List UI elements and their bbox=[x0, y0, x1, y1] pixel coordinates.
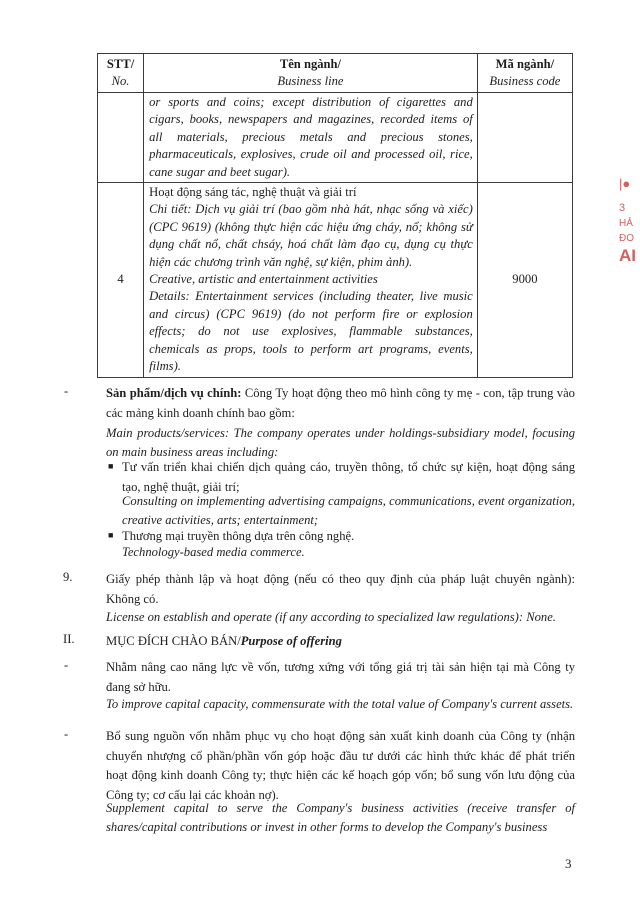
section-2-title-vi: MỤC ĐÍCH CHÀO BÁN/ bbox=[106, 634, 241, 648]
row-4-business-line bbox=[144, 183, 478, 377]
section-2-title-en: Purpose of offering bbox=[240, 634, 342, 648]
products-label: Sản phẩm/dịch vụ chính: bbox=[106, 386, 242, 400]
row-4-vi-detail: (CPC 9619) (không thực hiện các hiệu ứng cháy, nổ; không sử bbox=[149, 219, 473, 234]
item-9-vi: Giấy phép thành lập và hoạt động (nếu có theo quy định của pháp luật chuyên ngành): Không có. bbox=[106, 572, 575, 606]
stamp-fragment: 3 bbox=[619, 202, 626, 214]
stamp-fragment: |● bbox=[619, 176, 631, 191]
continued-row-text bbox=[144, 93, 478, 183]
header-business-code-vi: Mã ngành/ bbox=[495, 57, 555, 71]
row-4-code: 9000 bbox=[477, 183, 572, 377]
section-2-number: II. bbox=[63, 632, 75, 646]
bullet-2-vi: Thương mại truyền thông dựa trên công nghệ. bbox=[122, 529, 355, 543]
bullet-1-en: Consulting on implementing advertising campaigns, communications, event organization, creative activities, arts; entertainment; bbox=[122, 494, 575, 527]
item-9-number: 9. bbox=[63, 570, 73, 584]
header-no-vi: STT/ bbox=[106, 57, 135, 71]
purpose-1-vi: Nhằm nâng cao năng lực về vốn, tương xứng với tổng giá trị tài sản hiện tại mà Công ty đang sở hữu. bbox=[106, 660, 575, 694]
continued-line: pharmaceuticals, explosives, crude oil and processed oil, rice, bbox=[149, 147, 473, 162]
header-no-en: No. bbox=[111, 74, 130, 88]
products-vi-paragraph bbox=[106, 384, 575, 423]
item-9-en: License on establish and operate (if any according to specialized law regulations): None. bbox=[106, 610, 556, 624]
purpose-2-en: Supplement capital to serve the Company's business activities (receive transfer of shares/capital contributions or invest in other forms to develop the Company's business bbox=[106, 801, 575, 834]
row-4-vi-detail: dụng chất nổ, chất chsáy, hoá chất làm đạo cụ, dụng cụ thực bbox=[149, 237, 473, 252]
table-row-4 bbox=[98, 183, 573, 377]
row-4-en-detail: effects; do not use explosives, flammable substances, bbox=[149, 324, 473, 339]
row-4-vi-detail: hiện các chương trình văn nghệ, sự kiện, phim ảnh). bbox=[149, 254, 413, 269]
header-business-line bbox=[144, 54, 478, 93]
row-4-number: 4 bbox=[98, 183, 144, 377]
continued-line: all materials, precious metals and precious stones, bbox=[149, 129, 473, 144]
row-4-en-detail: chemicals as props, tools to perform art programs, events, bbox=[149, 341, 473, 356]
bullet-2-en: Technology-based media commerce. bbox=[122, 545, 305, 559]
purpose-1-en: To improve capital capacity, commensurate with the total value of Company's current assets. bbox=[106, 697, 574, 711]
purpose-1-dash: - bbox=[64, 658, 69, 672]
products-vi-text: Công Ty hoạt động theo mô hình công ty mẹ - con, tập trung vào các mảng kinh doanh chính bao gồm: bbox=[106, 386, 575, 420]
page-number: 3 bbox=[565, 856, 572, 871]
row-4-en-title: Creative, artistic and entertainment activities bbox=[149, 272, 378, 287]
continued-line: or sports and coins; except distribution of cigarettes and bbox=[149, 95, 473, 109]
purpose-2-dash: - bbox=[64, 727, 69, 741]
header-no bbox=[98, 54, 144, 93]
bullet-icon: ■ bbox=[108, 461, 114, 471]
products-dash: - bbox=[64, 384, 69, 398]
row-4-en-detail: and circus) (CPC 9619) (do not perform fire or explosion bbox=[149, 306, 473, 321]
purpose-2-vi: Bổ sung nguồn vốn nhằm phục vụ cho hoạt động sản xuất kinh doanh của Công ty (nhận chuyển nhượng cổ phần/phần vốn góp hoặc đầu tư dưới các hình thức khác để phát triển hoạt động kinh doanh Công ty; thực hiện các kế hoạch góp vốn; bổ sung vốn lưu động của Công ty; cơ cấu lại các khoản nợ). bbox=[106, 729, 575, 802]
bullet-1-vi: Tư vấn triển khai chiến dịch quảng cáo, truyền thông, tổ chức sự kiện, hoạt động sáng tạo, nghệ thuật, giải trí; bbox=[122, 460, 575, 494]
table-header-row bbox=[98, 54, 573, 93]
table-row-continued bbox=[98, 93, 573, 183]
stamp-fragment: AI bbox=[619, 246, 636, 265]
products-en-paragraph: Main products/services: The company operates under holdings-subsidiary model, focusing on main business areas including: bbox=[106, 426, 575, 459]
header-business-code-en: Business code bbox=[489, 74, 561, 88]
continued-line: cane sugar and beet sugar). bbox=[149, 164, 291, 179]
bullet-icon: ■ bbox=[108, 530, 114, 540]
row-4-en-detail: films). bbox=[149, 359, 181, 374]
header-business-line-vi: Tên ngành/ bbox=[279, 57, 342, 71]
header-business-code bbox=[477, 54, 572, 93]
row-4-vi-title: Hoạt động sáng tác, nghệ thuật và giải trí bbox=[149, 185, 357, 200]
business-line-table bbox=[97, 53, 573, 378]
row-4-vi-detail: Chi tiết: Dịch vụ giải trí (bao gồm nhà hát, nhạc sống và xiếc) bbox=[149, 202, 473, 217]
row-4-en-detail: Details: Entertainment services (including theater, live music bbox=[149, 289, 473, 304]
section-2-heading bbox=[106, 632, 575, 652]
stamp-fragment: ĐO bbox=[619, 233, 634, 244]
continued-line: cigars, books, newspapers and magazines, recorded items of bbox=[149, 112, 473, 127]
header-business-line-en: Business line bbox=[277, 74, 344, 88]
stamp-fragment: HẢ bbox=[619, 218, 633, 229]
